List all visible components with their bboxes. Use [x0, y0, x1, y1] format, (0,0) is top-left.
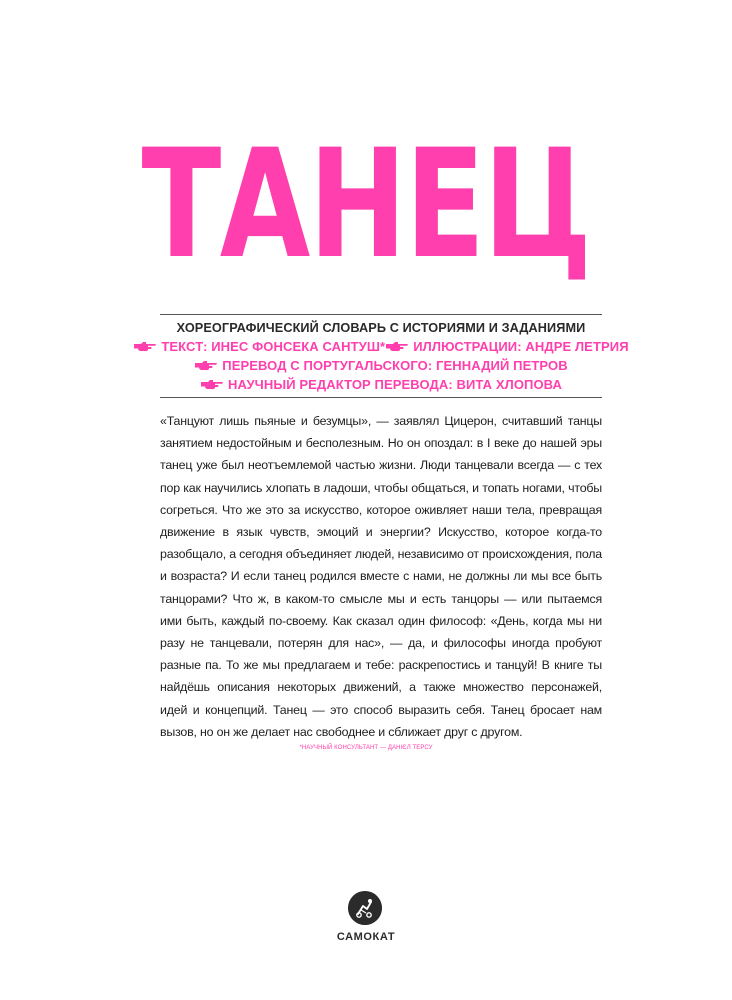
pointing-hand-icon [200, 379, 224, 390]
text-author-credit: ТЕКСТ: ИНЕС ФОНСЕКА САНТУШ* [161, 339, 386, 354]
illustrations-credit: ИЛЛЮСТРАЦИИ: АНДРЕ ЛЕТРИЯ [413, 339, 629, 354]
samokat-logo-icon [348, 891, 382, 925]
translation-credit: ПЕРЕВОД С ПОРТУГАЛЬСКОГО: ГЕННАДИЙ ПЕТРОВ [222, 358, 568, 373]
bottom-divider [160, 397, 602, 398]
intro-paragraph: «Танцуют лишь пьяные и безумцы», — заявлял Цицерон, считавший танцы занятием недостойным и бесполезным. Но он опоздал: в I веке до нашей эры танец уже был неотъемлемой частью жизни. Люди танцевали всегда — с тех пор как научились хлопать в ладоши, чтобы общаться, и топать ногами, чтобы согреться. Что же это за искусство, которое оживляет наши тела, превращая движение в язык чувств, эмоций и энергии? Искусство, которое когда-то разобщало, а сегодня объединяет людей, независимо от происхождения, пола и возраста? И если танец родился вместе с нами, не должны ли мы все быть танцорами? Что ж, в каком-то смысле мы и есть танцоры — или пытаемся ими быть, каждый по-своему. Как сказал один философ: «День, когда мы ни разу не танцевали, потерян для нас», — да, и философы иногда пробуют разные па. То же мы предлагаем и тебе: раскрепостись и танцуй! В книге ты найдёшь описания некоторых движений, а также множество персонажей, идей и концепций. Танец — это способ выразить себя. Танец бросает нам вызов, но он же делает нас свободнее и сближает друг с другом. [160, 414, 602, 739]
editor-credit: НАУЧНЫЙ РЕДАКТОР ПЕРЕВОДА: ВИТА ХЛОПОВА [227, 377, 563, 392]
footnote: *НАУЧНЫЙ КОНСУЛЬТАНТ — ДАНІЄЛ ТЕРСУ [299, 745, 433, 751]
pointing-hand-icon [385, 341, 409, 352]
top-divider [160, 314, 602, 315]
pointing-hand-icon [194, 360, 218, 371]
subtitle-text: ХОРЕОГРАФИЧЕСКИЙ СЛОВАРЬ С ИСТОРИЯМИ И ЗАДАНИЯМИ [176, 320, 586, 335]
pointing-hand-icon [133, 341, 157, 352]
book-subtitle [160, 318, 602, 337]
credit-line-editor [160, 375, 602, 394]
credit-line-translation [160, 356, 602, 375]
publisher-name: САМОКАТ [336, 931, 396, 943]
book-title: ТАНЕЦ [141, 118, 591, 292]
credit-line-authors [160, 337, 629, 356]
credits-block [160, 318, 629, 394]
